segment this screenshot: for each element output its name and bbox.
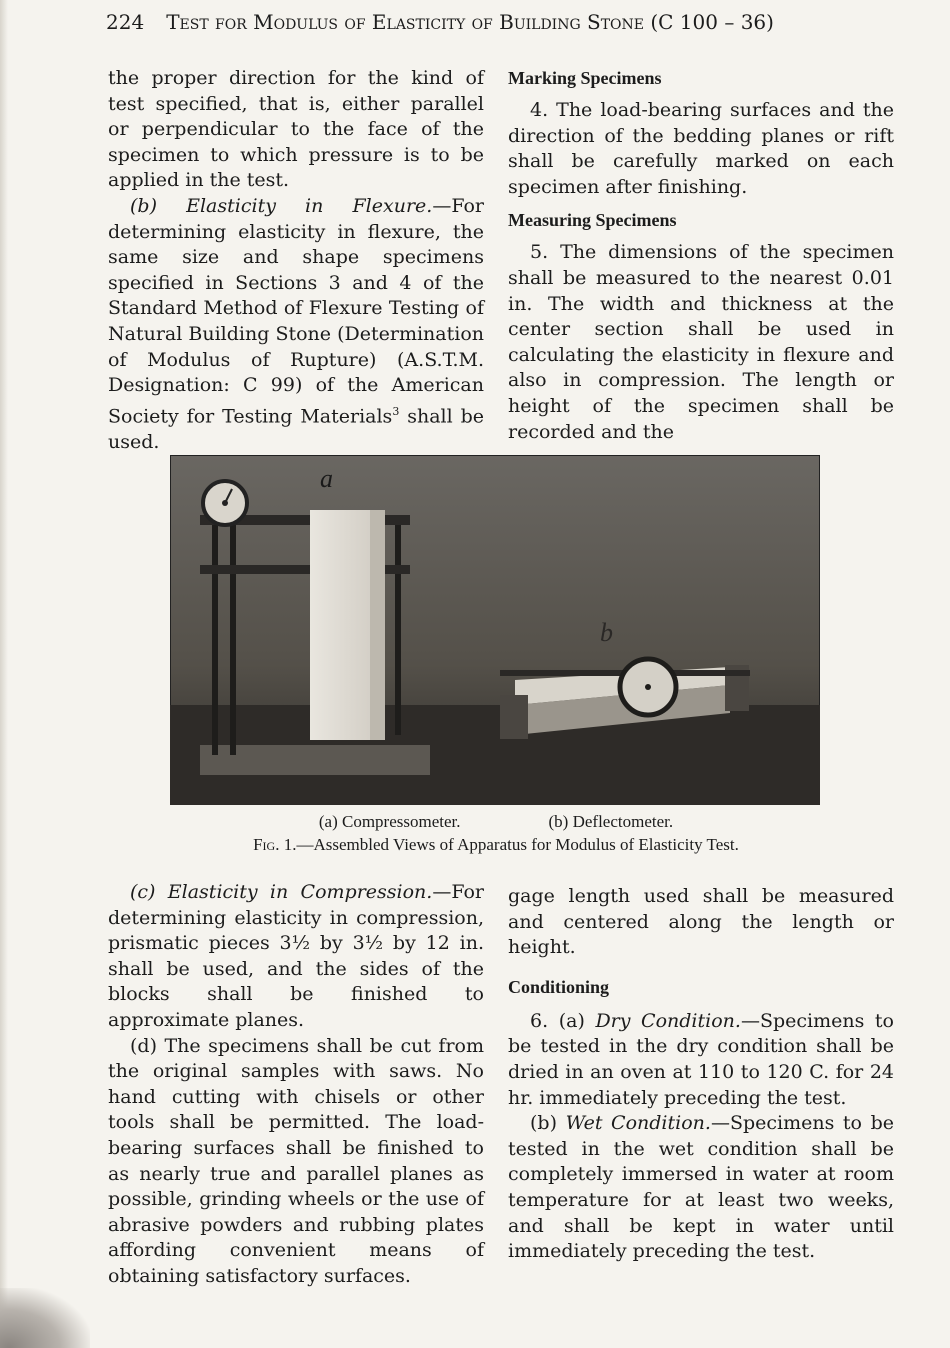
right-column-top [508,66,894,445]
heading-measuring-specimens: Measuring Specimens [508,210,677,231]
paragraph-number: (b) [530,1112,566,1135]
heading-marking-specimens: Marking Specimens [508,68,662,88]
paragraph-continuation-right: gage length used shall be measured and centered along the length or height. [508,885,894,959]
paragraph-elasticity-flexure [108,194,484,455]
figure-label-a: a [320,464,333,493]
deflectometer-support-left [500,695,528,739]
figure-caption [106,835,886,855]
page-number: 224 [106,10,145,34]
heading-conditioning: Conditioning [508,976,610,997]
running-header [106,10,906,40]
paragraph-body: —For determining elasticity in compression, prismatic pieces 3½ by 3½ by 12 in. shall be used, and the sides of the blocks shall be finished to approximate planes. [108,881,484,1031]
figure-subcaptions [106,812,886,832]
left-column-top [108,66,484,455]
apparatus-photo [170,455,820,805]
page-edge [0,0,8,1348]
paragraph-6b [508,1111,894,1265]
paragraph-body: —For determining elasticity in flexure, the same size and shape specimens specified in Sections 3 and 4 of the Standard Method of Flexure Testing of Natural Building Stone (Determination of Modulus of Rupture) (A.S.T.M. Designation: C 99) of the American Society for Testing Materials [108,194,484,428]
figure-caption-text: —Assembled Views of Apparatus for Modulus of Elasticity Test. [296,835,739,854]
compressometer-rod-2 [230,525,236,755]
paragraph-d: (d) The specimens shall be cut from the original samples with saws. No hand cutting with chisels or other tools shall be permitted. The load-bearing surfaces shall be finished to as nearly true and parallel planes as possible, grinding wheels or the use of abrasive powders and rubbing plates affording convenient means of obtaining satisfactory surfaces. [108,1034,484,1287]
paragraph-continuation: the proper direction for the kind of test specified, that is, either parallel or perpendicular to the face of the specimen to which pressure is to be applied in the test. [108,67,484,192]
left-column-bottom [108,880,484,1290]
running-title: Test for Modulus of Elasticity of Building Stone (C 100 – 36) [166,10,774,34]
figure-label-b: b [600,618,613,647]
figure-photo [170,455,820,805]
subcaption-b: (b) Deflectometer. [548,812,674,831]
paragraph-body: —Specimens to be tested in the dry condition shall be dried in an oven at 110 to 120 C. for 24 hr. immediately preceding the test. [508,1009,894,1109]
paragraph-6a [508,1009,894,1111]
figure-number: Fig. 1. [253,835,297,854]
subsection-label-wet: Wet Condition. [565,1112,711,1135]
paragraph-body: —Specimens to be tested in the wet condition shall be completely immersed in water at room temperature for at least two weeks, and shall be kept in water until immediately preceding the test. [508,1112,895,1263]
compressometer-rod-1 [212,515,218,755]
paragraph-end: shall be used. [108,405,484,453]
right-column-bottom [508,884,894,1265]
paragraph-5: 5. The dimensions of the specimen shall be measured to the nearest 0.01 in. The width and thickness at the center section shall be used in calculating the elasticity in flexure and also in compression. The length or height of the specimen shall be recorded and the [508,241,894,443]
paragraph-number: 6. (a) [530,1009,596,1032]
scanner-thumb-shadow [0,1288,90,1348]
subsection-label-flexure: (b) Elasticity in Flexure. [130,194,433,217]
subcaption-a: (a) Compressometer. [318,812,461,831]
subsection-label-compression: (c) Elasticity in Compression. [130,881,433,903]
footnote-ref: 3 [392,404,400,418]
compressometer-rod-3 [395,515,401,735]
subsection-label-dry: Dry Condition. [595,1009,741,1032]
paragraph-4: 4. The load-bearing surfaces and the direction of the bedding planes or rift shall be carefully marked on each specimen after finishing. [508,99,894,198]
paragraph-elasticity-compression [108,880,484,1034]
